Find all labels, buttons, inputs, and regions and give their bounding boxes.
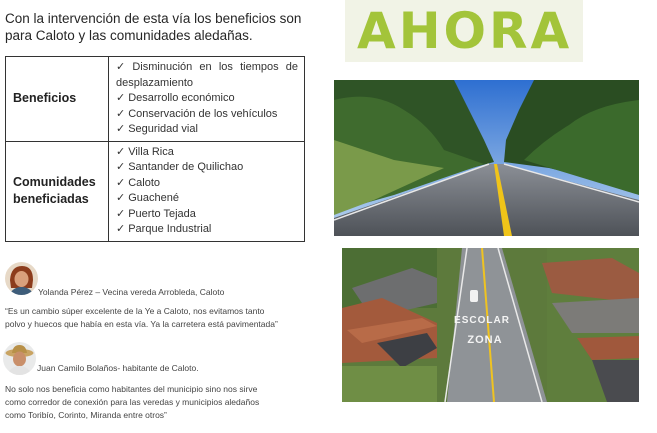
row-header-comunidades: Comunidades beneficiadas (6, 141, 109, 241)
list-item: ✓ Santander de Quilichao (116, 161, 244, 173)
checkmark-icon: ✓ (116, 92, 126, 104)
checkmark-icon: ✓ (116, 61, 130, 73)
list-item: ✓ Desarrollo económico (116, 92, 235, 104)
row-header-beneficios: Beneficios (6, 57, 109, 142)
communities-list-cell (109, 141, 305, 241)
speaker-name: Juan Camilo Bolaños- habitante de Caloto. (37, 363, 199, 373)
checkmark-icon: ✓ (116, 207, 126, 220)
checkmark-icon: ✓ (116, 107, 126, 120)
intro-paragraph: Con la intervención de esta vía los beneficios son para Caloto y las comunidades aledañas. (5, 11, 302, 43)
list-item: ✓ Villa Rica (116, 145, 174, 158)
avatar (3, 342, 36, 375)
paved-road-photo (334, 80, 639, 236)
ahora-title: AHORA (357, 2, 573, 60)
checkmark-icon: ✓ (116, 161, 126, 173)
communities-list (116, 145, 298, 238)
road-text-zona: ZONA (467, 334, 503, 346)
benefits-list (116, 60, 298, 138)
avatar (5, 262, 38, 295)
aerial-road-photo (342, 248, 639, 402)
list-item: ✓ Caloto (116, 176, 161, 189)
checkmark-icon: ✓ (116, 192, 126, 204)
table-row (6, 57, 305, 142)
list-item: ✓ Seguridad vial (116, 123, 198, 135)
checkmark-icon: ✓ (116, 123, 126, 135)
list-item: ✓ Parque Industrial (116, 223, 212, 235)
list-item: ✓ Conservación de los vehículos (116, 107, 278, 120)
quote-line: “Es un cambio súper excelente de la Ye a Caloto, nos evitamos tanto (5, 306, 265, 316)
checkmark-icon: ✓ (116, 176, 126, 189)
list-item: ✓ Disminución en los tiempos de desplazamiento (116, 61, 299, 89)
speaker-name: Yolanda Pérez – Vecina vereda Arrobleda, Caloto (38, 287, 225, 297)
quote-line: polvo y huecos que había en esta vía. Ya la carretera está pavimentada” (5, 319, 278, 329)
road-text-escolar: ESCOLAR (454, 315, 510, 326)
list-item: ✓ Puerto Tejada (116, 207, 196, 220)
benefits-list-cell (109, 57, 305, 142)
quote-line: como Toribío, Corinto, Miranda entre otros” (5, 410, 167, 420)
aerial-road-image (342, 248, 639, 402)
list-item: ✓ Guachené (116, 192, 179, 204)
checkmark-icon: ✓ (116, 223, 126, 235)
benefits-table (5, 56, 305, 242)
checkmark-icon: ✓ (116, 145, 126, 158)
ahora-banner (345, 0, 583, 62)
quote-line: No solo nos beneficia como habitantes del municipio sino nos sirve (5, 384, 258, 394)
table-row (6, 141, 305, 241)
quote-line: como corredor de conexión para las veredas y municipios aledaños (5, 397, 260, 407)
